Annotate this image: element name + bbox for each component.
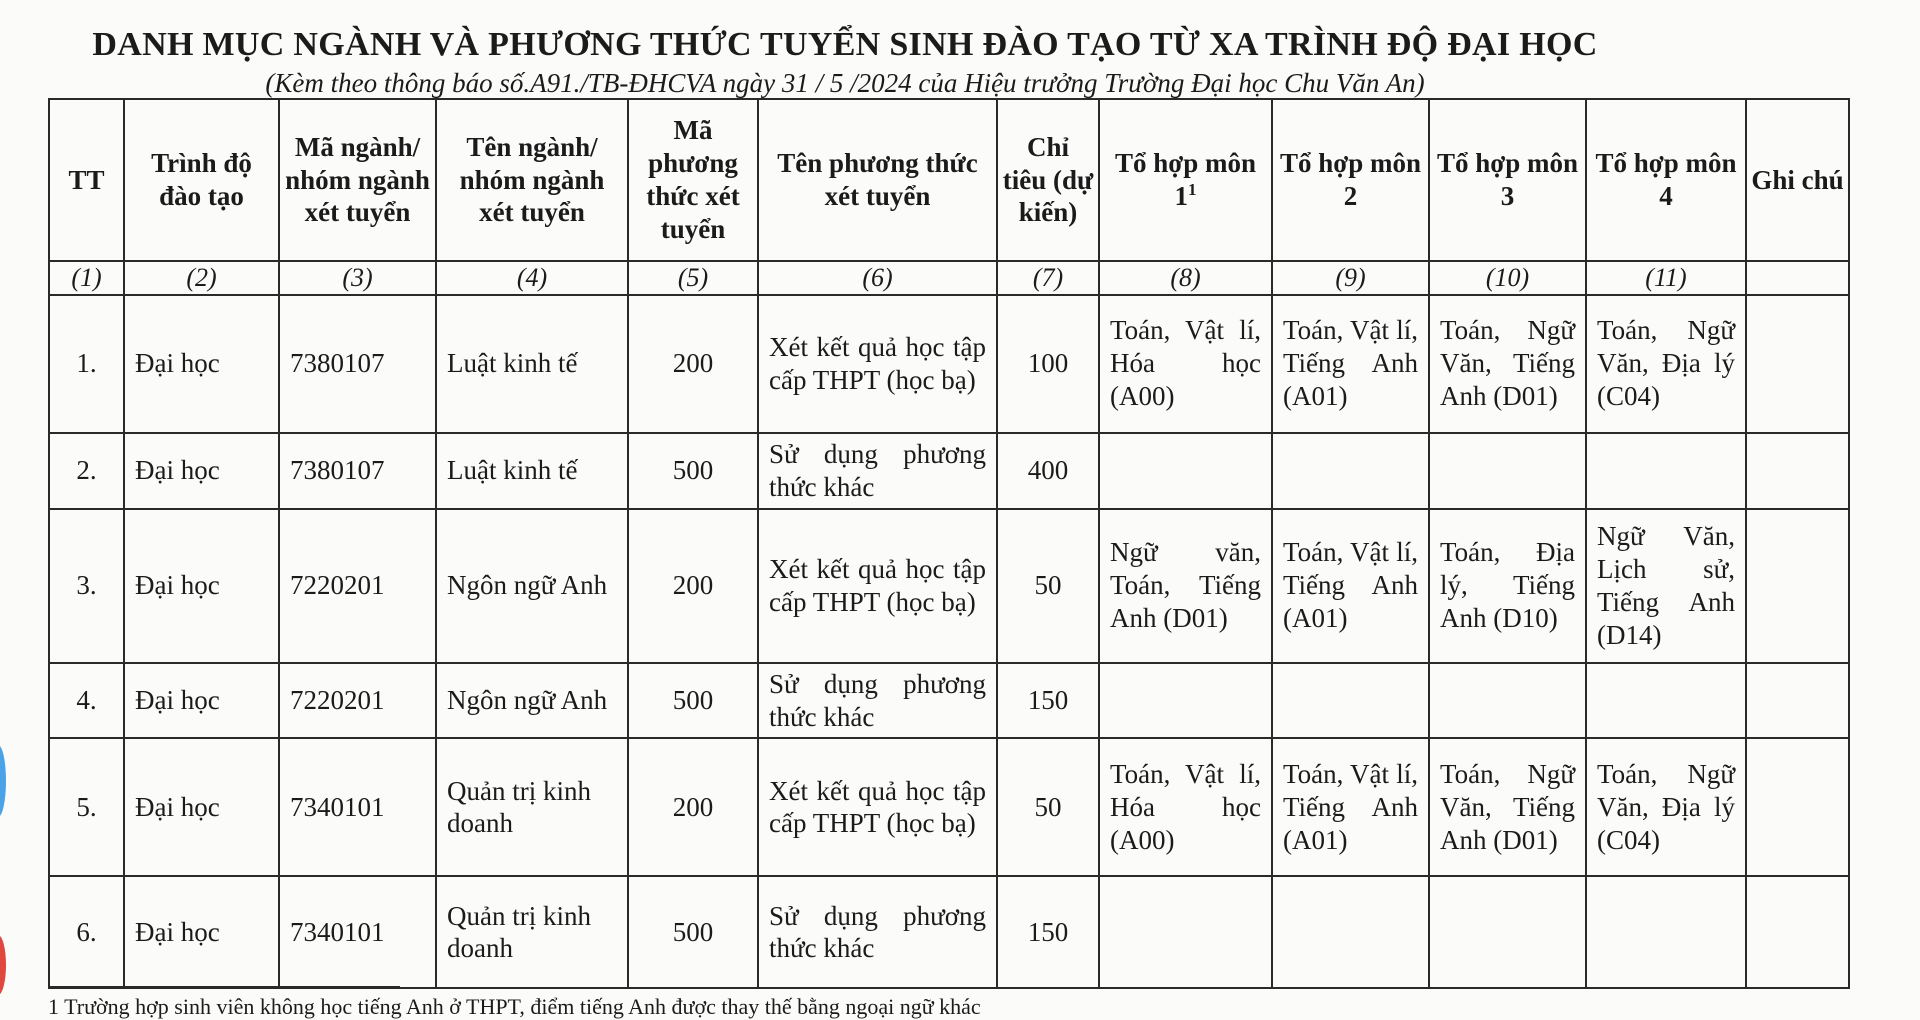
cell-combo-3	[1429, 663, 1586, 739]
cell-combo-3	[1429, 876, 1586, 988]
cell-combo-3: Toán, Địa lý, Tiếng Anh (D10)	[1429, 509, 1586, 663]
cell-combo-4: Toán, Ngữ Văn, Địa lý (C04)	[1586, 738, 1746, 876]
header-row	[49, 99, 1849, 261]
header-tt: TT	[49, 99, 124, 261]
cell-major-name: Quản trị kinh doanh	[436, 738, 628, 876]
header-combo-1	[1099, 99, 1272, 261]
cell-method-name: Xét kết quả học tập cấp THPT (học bạ)	[758, 295, 997, 433]
cell-combo-4	[1586, 663, 1746, 739]
column-number	[1746, 261, 1849, 295]
cell-combo-2	[1272, 433, 1429, 509]
cell-major-code: 7380107	[279, 295, 436, 433]
cell-combo-2: Toán, Vật lí, Tiếng Anh (A01)	[1272, 295, 1429, 433]
cell-combo-4	[1586, 876, 1746, 988]
cell-note	[1746, 295, 1849, 433]
cell-method-code: 500	[628, 433, 758, 509]
table-row	[49, 876, 1849, 988]
cell-tt: 5.	[49, 738, 124, 876]
table-row	[49, 738, 1849, 876]
cell-combo-3: Toán, Ngữ Văn, Tiếng Anh (D01)	[1429, 738, 1586, 876]
cell-method-code: 500	[628, 876, 758, 988]
column-number: (8)	[1099, 261, 1272, 295]
header-combo-3: Tổ hợp môn 3	[1429, 99, 1586, 261]
cell-tt: 3.	[49, 509, 124, 663]
cell-major-name: Quản trị kinh doanh	[436, 876, 628, 988]
column-number: (10)	[1429, 261, 1586, 295]
document-subtitle: (Kèm theo thông báo số.A91./TB-ĐHCVA ngày 31 / 5 /2024 của Hiệu trưởng Trường Đại học Chu Văn An)	[265, 68, 1425, 98]
cell-major-name: Luật kinh tế	[436, 295, 628, 433]
cell-combo-1	[1099, 663, 1272, 739]
document-title: DANH MỤC NGÀNH VÀ PHƯƠNG THỨC TUYỂN SINH ĐÀO TẠO TỪ XA TRÌNH ĐỘ ĐẠI HỌC	[92, 26, 1598, 63]
edge-blue-mark	[0, 745, 6, 817]
cell-combo-1: Toán, Vật lí, Hóa học (A00)	[1099, 295, 1272, 433]
cell-note	[1746, 663, 1849, 739]
header-note: Ghi chú	[1746, 99, 1849, 261]
cell-combo-1: Toán, Vật lí, Hóa học (A00)	[1099, 738, 1272, 876]
cell-combo-1	[1099, 876, 1272, 988]
cell-combo-2	[1272, 663, 1429, 739]
cell-combo-4: Toán, Ngữ Văn, Địa lý (C04)	[1586, 295, 1746, 433]
cell-method-name: Xét kết quả học tập cấp THPT (học bạ)	[758, 509, 997, 663]
cell-method-name: Xét kết quả học tập cấp THPT (học bạ)	[758, 738, 997, 876]
cell-major-code: 7380107	[279, 433, 436, 509]
cell-note	[1746, 433, 1849, 509]
column-number: (11)	[1586, 261, 1746, 295]
header-major-name: Tên ngành/ nhóm ngành xét tuyển	[436, 99, 628, 261]
cell-combo-2: Toán, Vật lí, Tiếng Anh (A01)	[1272, 509, 1429, 663]
footnote: 1 Trường hợp sinh viên không học tiếng Anh ở THPT, điểm tiếng Anh được thay thế bằng ngoại ngữ khác	[48, 994, 981, 1019]
cell-major-code: 7220201	[279, 663, 436, 739]
column-number: (6)	[758, 261, 997, 295]
cell-tt: 1.	[49, 295, 124, 433]
cell-level: Đại học	[124, 738, 279, 876]
header-method-name: Tên phương thức xét tuyển	[758, 99, 997, 261]
cell-level: Đại học	[124, 433, 279, 509]
cell-quota: 50	[997, 509, 1099, 663]
table-row	[49, 663, 1849, 739]
column-number: (3)	[279, 261, 436, 295]
cell-level: Đại học	[124, 295, 279, 433]
cell-method-name: Sử dụng phương thức khác	[758, 663, 997, 739]
cell-combo-2	[1272, 876, 1429, 988]
admissions-table	[48, 98, 1850, 989]
cell-method-name: Sử dụng phương thức khác	[758, 876, 997, 988]
cell-major-name: Ngôn ngữ Anh	[436, 509, 628, 663]
cell-quota: 400	[997, 433, 1099, 509]
cell-combo-1: Ngữ văn, Toán, Tiếng Anh (D01)	[1099, 509, 1272, 663]
cell-note	[1746, 876, 1849, 988]
cell-method-code: 200	[628, 738, 758, 876]
header-method-code: Mã phương thức xét tuyển	[628, 99, 758, 261]
column-number: (7)	[997, 261, 1099, 295]
column-number: (1)	[49, 261, 124, 295]
column-number: (2)	[124, 261, 279, 295]
cell-quota: 50	[997, 738, 1099, 876]
header-level: Trình độ đào tạo	[124, 99, 279, 261]
cell-tt: 2.	[49, 433, 124, 509]
cell-combo-4: Ngữ Văn, Lịch sử, Tiếng Anh (D14)	[1586, 509, 1746, 663]
footnote-marker: 1	[1188, 180, 1197, 199]
header-combo-2: Tổ hợp môn 2	[1272, 99, 1429, 261]
cell-combo-4	[1586, 433, 1746, 509]
cell-level: Đại học	[124, 663, 279, 739]
header-combo-4: Tổ hợp môn 4	[1586, 99, 1746, 261]
column-number: (9)	[1272, 261, 1429, 295]
cell-combo-1	[1099, 433, 1272, 509]
cell-combo-3: Toán, Ngữ Văn, Tiếng Anh (D01)	[1429, 295, 1586, 433]
cell-method-code: 200	[628, 295, 758, 433]
cell-combo-2: Toán, Vật lí, Tiếng Anh (A01)	[1272, 738, 1429, 876]
cell-major-code: 7220201	[279, 509, 436, 663]
cell-note	[1746, 738, 1849, 876]
header-combo-1-label: Tổ hợp môn 1	[1115, 148, 1256, 211]
column-number: (4)	[436, 261, 628, 295]
cell-method-code: 500	[628, 663, 758, 739]
cell-level: Đại học	[124, 876, 279, 988]
cell-quota: 150	[997, 876, 1099, 988]
cell-method-code: 200	[628, 509, 758, 663]
cell-major-name: Ngôn ngữ Anh	[436, 663, 628, 739]
cell-level: Đại học	[124, 509, 279, 663]
edge-red-mark	[0, 935, 6, 995]
table-row	[49, 509, 1849, 663]
column-number: (5)	[628, 261, 758, 295]
table-row	[49, 295, 1849, 433]
header-quota: Chỉ tiêu (dự kiến)	[997, 99, 1099, 261]
cell-major-code: 7340101	[279, 738, 436, 876]
cell-tt: 4.	[49, 663, 124, 739]
cell-quota: 150	[997, 663, 1099, 739]
cell-major-code: 7340101	[279, 876, 436, 988]
column-number-row	[49, 261, 1849, 295]
footnote-divider	[48, 986, 400, 988]
cell-major-name: Luật kinh tế	[436, 433, 628, 509]
cell-note	[1746, 509, 1849, 663]
cell-combo-3	[1429, 433, 1586, 509]
cell-tt: 6.	[49, 876, 124, 988]
header-major-code: Mã ngành/ nhóm ngành xét tuyển	[279, 99, 436, 261]
cell-method-name: Sử dụng phương thức khác	[758, 433, 997, 509]
table-row	[49, 433, 1849, 509]
cell-quota: 100	[997, 295, 1099, 433]
